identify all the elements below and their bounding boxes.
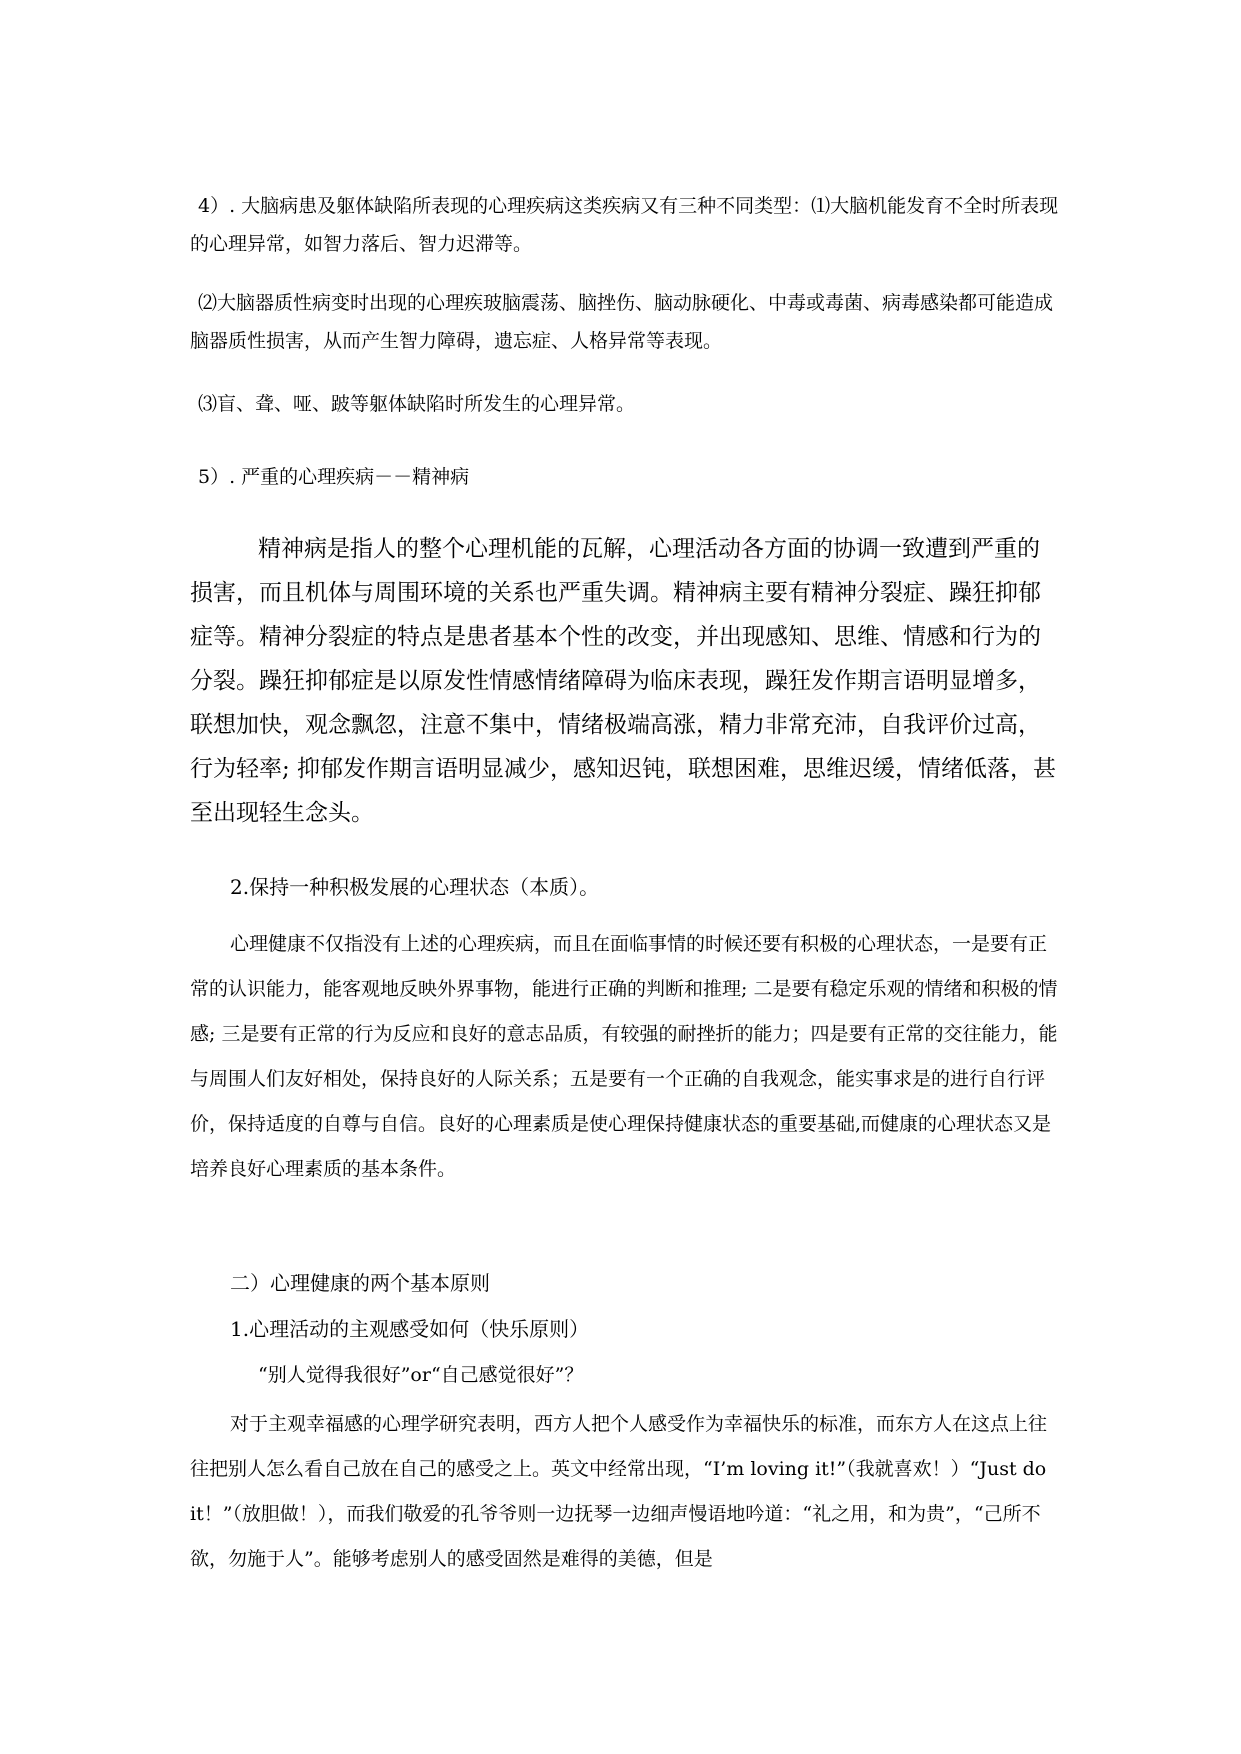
heading-psychosis: 5）. 严重的心理疾病－－精神病 bbox=[198, 466, 470, 488]
paragraph-subjective-wellbeing: 对于主观幸福感的心理学研究表明，西方人把个人感受作为幸福快乐的标准，而东方人在这点上往往把别人怎么看自己放在自己的感受之上。英文中经常出现，“I’m loving it!”（我就喜欢！）“Just do it！”（放胆做！），而我们敬爱的孔爷爷则一边抚琴一边细声慢语地吟道：“礼之用，和为贵”，“己所不欲，勿施于人”。能够考虑别人的感受固然是难得的美德，但是 bbox=[190, 1413, 1048, 1570]
paragraph-physical-defects: ⑶盲、聋、哑、跛等躯体缺陷时所发生的心理异常。 bbox=[198, 393, 636, 415]
heading-positive-state: 2.保持一种积极发展的心理状态（本质）。 bbox=[230, 875, 600, 899]
heading-pleasure-principle: 1.心理活动的主观感受如何（快乐原则） bbox=[230, 1317, 590, 1341]
paragraph-organic-brain-lesion: ⑵大脑器质性病变时出现的心理疾玻脑震荡、脑挫伤、脑动脉硬化、中毒或毒菌、病毒感染都可能造成脑器质性损害，从而产生智力障碍，遗忘症、人格异常等表现。 bbox=[190, 292, 1054, 352]
paragraph-mental-health-definition: 心理健康不仅指没有上述的心理疾病，而且在面临事情的时候还要有积极的心理状态，一是要有正常的认识能力，能客观地反映外界事物，能进行正确的判断和推理; 二是要有稳定乐观的情绪和积极的情感; 三是要有正常的行为反应和良好的意志品质，有较强的耐挫折的能力；四是要有正常的交往能力，能与周围人们友好相处，保持良好的人际关系；五是要有一个正确的自我观念，能实事求是的进行自行评价，保持适度的自尊与自信。良好的心理素质是使心理保持健康状态的重要基础,而健康的心理状态又是培养良好心理素质的基本条件。 bbox=[190, 933, 1058, 1180]
quote-question: “别人觉得我很好”or“自己感觉很好”？ bbox=[258, 1364, 584, 1386]
paragraph-psychosis-description: 精神病是指人的整个心理机能的瓦解，心理活动各方面的协调一致遭到严重的损害，而且机体与周围环境的关系也严重失调。精神病主要有精神分裂症、躁狂抑郁症等。精神分裂症的特点是患者基本个性的改变，并出现感知、思维、情感和行为的分裂。躁狂抑郁症是以原发性情感情绪障碍为临床表现，躁狂发作期言语明显增多，联想加快，观念飘忽，注意不集中，情绪极端高涨，精力非常充沛，自我评价过高，行为轻率; 抑郁发作期言语明显减少，感知迟钝，联想困难，思维迟缓，情绪低落，甚至出现轻生念头。 bbox=[190, 536, 1057, 826]
paragraph-brain-disease-types: 4）. 大脑病患及躯体缺陷所表现的心理疾病这类疾病又有三种不同类型：⑴大脑机能发育不全时所表现的心理异常，如智力落后、智力迟滞等。 bbox=[190, 195, 1059, 255]
heading-two-principles: 二）心理健康的两个基本原则 bbox=[230, 1271, 490, 1295]
